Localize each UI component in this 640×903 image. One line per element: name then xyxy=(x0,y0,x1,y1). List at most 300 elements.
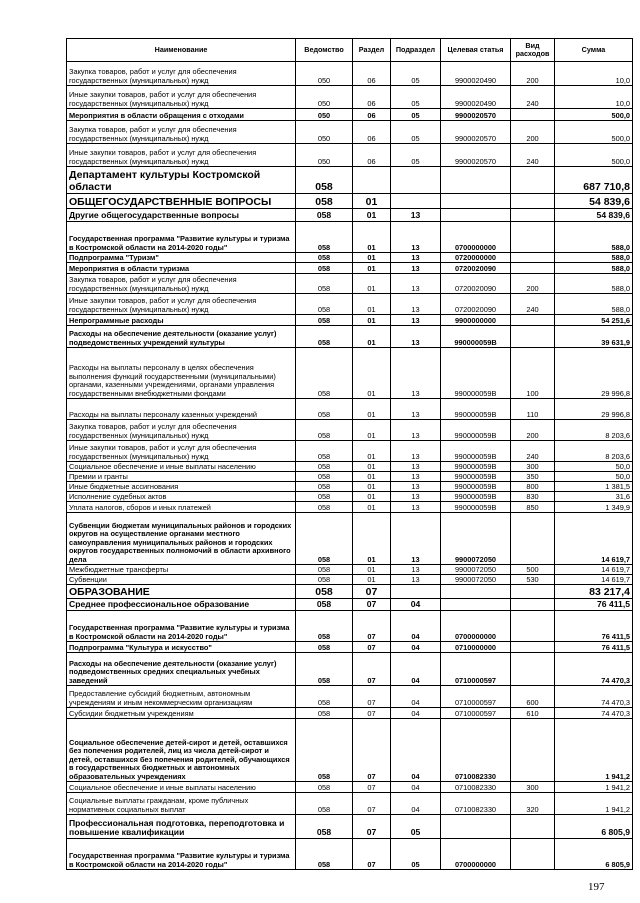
cell-section: 01 xyxy=(353,194,391,209)
cell-expense-type: 530 xyxy=(511,575,555,585)
cell-section: 01 xyxy=(353,263,391,274)
cell-subsection: 13 xyxy=(391,420,441,441)
cell-sum: 50,0 xyxy=(555,472,633,482)
table-row xyxy=(67,263,633,274)
cell-target-article: 9900020570 xyxy=(441,144,511,167)
cell-subsection: 13 xyxy=(391,315,441,326)
cell-department: 058 xyxy=(296,513,353,565)
cell-section: 07 xyxy=(353,839,391,870)
cell-name: Социальные выплаты гражданам, кроме публичных нормативных социальных выплат xyxy=(67,793,296,815)
table-row xyxy=(67,194,633,209)
cell-name: Закупка товаров, работ и услуг для обеспечения государственных (муниципальных) нужд xyxy=(67,62,296,86)
cell-name: Расходы на выплаты персоналу казенных учреждений xyxy=(67,399,296,420)
cell-section xyxy=(353,167,391,194)
cell-target-article: 0720020090 xyxy=(441,263,511,274)
cell-sum: 588,0 xyxy=(555,253,633,263)
cell-section: 07 xyxy=(353,585,391,599)
cell-sum: 6 805,9 xyxy=(555,815,633,839)
cell-department: 058 xyxy=(296,420,353,441)
cell-target-article: 0710000597 xyxy=(441,653,511,686)
cell-target-article: 990000059В xyxy=(441,441,511,462)
cell-department: 058 xyxy=(296,653,353,686)
cell-section: 01 xyxy=(353,441,391,462)
header-target-article: Целевая статья xyxy=(441,39,511,62)
cell-target-article: 9900072050 xyxy=(441,575,511,585)
cell-sum: 1 941,2 xyxy=(555,782,633,793)
table-row xyxy=(67,686,633,708)
cell-name: Социальное обеспечение детей-сирот и детей, оставшихся без попечения родителей, лиц из числа детей-сирот и детей, оставшихся без попечения родителей, обучающихся в государственных бюджетных и автономных образовательных учреждениях xyxy=(67,719,296,782)
cell-expense-type: 240 xyxy=(511,441,555,462)
table-row xyxy=(67,399,633,420)
cell-sum: 50,0 xyxy=(555,462,633,472)
cell-sum: 10,0 xyxy=(555,86,633,109)
cell-expense-type xyxy=(511,719,555,782)
cell-section: 01 xyxy=(353,565,391,575)
table-row xyxy=(67,642,633,653)
cell-sum: 1 381,5 xyxy=(555,482,633,492)
cell-section: 06 xyxy=(353,86,391,109)
cell-section: 01 xyxy=(353,575,391,585)
cell-subsection: 04 xyxy=(391,611,441,642)
table-row xyxy=(67,611,633,642)
cell-sum: 687 710,8 xyxy=(555,167,633,194)
cell-subsection: 04 xyxy=(391,782,441,793)
cell-subsection: 13 xyxy=(391,274,441,294)
cell-section: 01 xyxy=(353,399,391,420)
cell-department: 058 xyxy=(296,492,353,502)
cell-expense-type: 240 xyxy=(511,294,555,315)
cell-section: 01 xyxy=(353,222,391,253)
cell-expense-type: 110 xyxy=(511,399,555,420)
table-row xyxy=(67,315,633,326)
cell-name: Профессиональная подготовка, переподготовка и повышение квалификации xyxy=(67,815,296,839)
cell-name: Социальное обеспечение и иные выплаты населению xyxy=(67,782,296,793)
cell-expense-type: 500 xyxy=(511,565,555,575)
cell-target-article xyxy=(441,599,511,611)
cell-subsection: 04 xyxy=(391,686,441,708)
cell-name: Расходы на выплаты персоналу в целях обеспечения выполнения функций государственными (муниципальными) органами, казенными учреждениями, органами управления государственными внебюджетными фондами xyxy=(67,348,296,399)
cell-target-article: 9900072050 xyxy=(441,513,511,565)
cell-target-article: 0710000597 xyxy=(441,686,511,708)
cell-sum: 588,0 xyxy=(555,222,633,253)
cell-expense-type xyxy=(511,611,555,642)
cell-subsection: 05 xyxy=(391,121,441,144)
cell-target-article: 990000059В xyxy=(441,492,511,502)
cell-sum: 29 996,8 xyxy=(555,348,633,399)
cell-section: 01 xyxy=(353,482,391,492)
cell-sum: 588,0 xyxy=(555,263,633,274)
cell-name: Предоставление субсидий бюджетным, автономным учреждениям и иным некоммерческим организациям xyxy=(67,686,296,708)
cell-section: 07 xyxy=(353,653,391,686)
cell-sum: 74 470,3 xyxy=(555,686,633,708)
cell-sum: 10,0 xyxy=(555,62,633,86)
cell-sum: 83 217,4 xyxy=(555,585,633,599)
cell-department: 058 xyxy=(296,348,353,399)
cell-target-article: 9900020490 xyxy=(441,62,511,86)
cell-expense-type: 100 xyxy=(511,348,555,399)
cell-target-article xyxy=(441,815,511,839)
cell-expense-type: 800 xyxy=(511,482,555,492)
cell-expense-type xyxy=(511,326,555,348)
cell-sum: 500,0 xyxy=(555,109,633,121)
cell-section: 07 xyxy=(353,719,391,782)
cell-sum: 588,0 xyxy=(555,294,633,315)
cell-expense-type xyxy=(511,599,555,611)
cell-subsection: 13 xyxy=(391,253,441,263)
cell-name: Другие общегосударственные вопросы xyxy=(67,209,296,222)
cell-subsection: 13 xyxy=(391,482,441,492)
cell-department: 050 xyxy=(296,109,353,121)
cell-target-article: 0710082330 xyxy=(441,793,511,815)
cell-target-article: 9900020490 xyxy=(441,86,511,109)
cell-sum: 588,0 xyxy=(555,274,633,294)
cell-department: 058 xyxy=(296,708,353,719)
table-row xyxy=(67,793,633,815)
header-expense-type: Вид расходов xyxy=(511,39,555,62)
cell-sum: 54 839,6 xyxy=(555,194,633,209)
table-row xyxy=(67,420,633,441)
cell-subsection: 13 xyxy=(391,441,441,462)
cell-name: Закупка товаров, работ и услуг для обеспечения государственных (муниципальных) нужд xyxy=(67,274,296,294)
cell-sum: 29 996,8 xyxy=(555,399,633,420)
cell-section: 01 xyxy=(353,348,391,399)
cell-target-article: 990000059В xyxy=(441,472,511,482)
cell-name: Уплата налогов, сборов и иных платежей xyxy=(67,502,296,513)
cell-target-article: 9900000000 xyxy=(441,315,511,326)
cell-expense-type: 830 xyxy=(511,492,555,502)
cell-sum: 76 411,5 xyxy=(555,642,633,653)
cell-department: 058 xyxy=(296,686,353,708)
cell-name: Субвенции xyxy=(67,575,296,585)
cell-target-article: 9900072050 xyxy=(441,565,511,575)
cell-section: 06 xyxy=(353,121,391,144)
cell-expense-type xyxy=(511,585,555,599)
cell-expense-type: 600 xyxy=(511,686,555,708)
cell-name: Иные закупки товаров, работ и услуг для обеспечения государственных (муниципальных) нужд xyxy=(67,144,296,167)
cell-section: 07 xyxy=(353,782,391,793)
cell-target-article: 0700000000 xyxy=(441,611,511,642)
cell-name: Мероприятия в области туризма xyxy=(67,263,296,274)
cell-section: 01 xyxy=(353,492,391,502)
cell-subsection: 13 xyxy=(391,348,441,399)
cell-department: 050 xyxy=(296,121,353,144)
cell-department: 058 xyxy=(296,502,353,513)
cell-subsection: 13 xyxy=(391,209,441,222)
cell-target-article: 0720020090 xyxy=(441,274,511,294)
cell-sum: 14 619,7 xyxy=(555,575,633,585)
cell-expense-type xyxy=(511,222,555,253)
cell-section: 01 xyxy=(353,502,391,513)
cell-name: Расходы на обеспечение деятельности (оказание услуг) подведомственных средних специальных учебных заведений xyxy=(67,653,296,686)
table-row xyxy=(67,482,633,492)
cell-expense-type xyxy=(511,653,555,686)
cell-subsection: 13 xyxy=(391,294,441,315)
cell-section: 07 xyxy=(353,642,391,653)
cell-department: 058 xyxy=(296,253,353,263)
cell-subsection: 05 xyxy=(391,144,441,167)
cell-department: 058 xyxy=(296,642,353,653)
cell-subsection: 13 xyxy=(391,502,441,513)
cell-subsection xyxy=(391,194,441,209)
cell-section: 06 xyxy=(353,144,391,167)
table-row xyxy=(67,719,633,782)
cell-subsection: 13 xyxy=(391,399,441,420)
cell-section: 06 xyxy=(353,62,391,86)
cell-subsection: 05 xyxy=(391,815,441,839)
table-row xyxy=(67,121,633,144)
cell-name: Мероприятия в области обращения с отходами xyxy=(67,109,296,121)
cell-name: Закупка товаров, работ и услуг для обеспечения государственных (муниципальных) нужд xyxy=(67,121,296,144)
cell-sum: 8 203,6 xyxy=(555,441,633,462)
cell-target-article xyxy=(441,194,511,209)
cell-sum: 1 941,2 xyxy=(555,793,633,815)
cell-expense-type xyxy=(511,194,555,209)
cell-expense-type: 300 xyxy=(511,462,555,472)
cell-expense-type xyxy=(511,642,555,653)
cell-target-article: 0710082330 xyxy=(441,719,511,782)
cell-subsection: 04 xyxy=(391,642,441,653)
table-row xyxy=(67,326,633,348)
cell-section: 07 xyxy=(353,686,391,708)
cell-subsection: 04 xyxy=(391,708,441,719)
header-name: Наименование xyxy=(67,39,296,62)
cell-expense-type: 350 xyxy=(511,472,555,482)
cell-expense-type: 200 xyxy=(511,62,555,86)
cell-name: Иные бюджетные ассигнования xyxy=(67,482,296,492)
cell-sum: 1 349,9 xyxy=(555,502,633,513)
cell-subsection: 05 xyxy=(391,109,441,121)
table-row xyxy=(67,441,633,462)
cell-expense-type xyxy=(511,109,555,121)
table-row xyxy=(67,575,633,585)
cell-target-article: 9900020570 xyxy=(441,121,511,144)
cell-section: 01 xyxy=(353,326,391,348)
cell-expense-type: 850 xyxy=(511,502,555,513)
cell-sum: 76 411,5 xyxy=(555,611,633,642)
table-header-row xyxy=(67,39,633,62)
table-row xyxy=(67,462,633,472)
cell-name: Субвенции бюджетам муниципальных районов и городских округов на осуществление органами местного самоуправления муниципальных районов и городских округов государственных полномочий в области архивного дела xyxy=(67,513,296,565)
cell-sum: 54 839,6 xyxy=(555,209,633,222)
cell-sum: 6 805,9 xyxy=(555,839,633,870)
cell-section: 01 xyxy=(353,472,391,482)
cell-name: Подпрограмма "Культура и искусство" xyxy=(67,642,296,653)
cell-department: 058 xyxy=(296,263,353,274)
cell-section: 01 xyxy=(353,294,391,315)
table-row xyxy=(67,348,633,399)
cell-subsection: 04 xyxy=(391,599,441,611)
cell-name: Межбюджетные трансферты xyxy=(67,565,296,575)
cell-target-article: 0710000597 xyxy=(441,708,511,719)
cell-department: 058 xyxy=(296,462,353,472)
cell-subsection: 13 xyxy=(391,513,441,565)
cell-subsection: 04 xyxy=(391,653,441,686)
cell-expense-type xyxy=(511,839,555,870)
cell-department: 058 xyxy=(296,209,353,222)
cell-expense-type xyxy=(511,253,555,263)
cell-section: 01 xyxy=(353,274,391,294)
cell-target-article: 0700000000 xyxy=(441,222,511,253)
cell-name: ОБЩЕГОСУДАРСТВЕННЫЕ ВОПРОСЫ xyxy=(67,194,296,209)
header-sum: Сумма xyxy=(555,39,633,62)
budget-table xyxy=(66,38,633,870)
cell-target-article: 990000059В xyxy=(441,326,511,348)
cell-subsection xyxy=(391,585,441,599)
cell-target-article: 9900020570 xyxy=(441,109,511,121)
table-row xyxy=(67,62,633,86)
table-row xyxy=(67,86,633,109)
table-row xyxy=(67,599,633,611)
cell-subsection: 13 xyxy=(391,472,441,482)
table-row xyxy=(67,144,633,167)
cell-target-article: 990000059В xyxy=(441,420,511,441)
cell-target-article: 990000059В xyxy=(441,482,511,492)
table-row xyxy=(67,585,633,599)
cell-name: Государственная программа "Развитие культуры и туризма в Костромской области на 2014-2020 годы" xyxy=(67,222,296,253)
cell-section: 01 xyxy=(353,513,391,565)
cell-section: 06 xyxy=(353,109,391,121)
page-number: 197 xyxy=(588,881,605,893)
cell-target-article xyxy=(441,167,511,194)
cell-department: 058 xyxy=(296,815,353,839)
table-row xyxy=(67,565,633,575)
cell-target-article: 0710000000 xyxy=(441,642,511,653)
table-row xyxy=(67,653,633,686)
cell-sum: 1 941,2 xyxy=(555,719,633,782)
table-row xyxy=(67,209,633,222)
cell-expense-type: 240 xyxy=(511,86,555,109)
cell-sum: 14 619,7 xyxy=(555,565,633,575)
cell-sum: 500,0 xyxy=(555,144,633,167)
cell-target-article: 990000059В xyxy=(441,502,511,513)
cell-name: Исполнение судебных актов xyxy=(67,492,296,502)
cell-subsection: 13 xyxy=(391,263,441,274)
cell-target-article: 0700000000 xyxy=(441,839,511,870)
cell-target-article: 0710082330 xyxy=(441,782,511,793)
cell-sum: 8 203,6 xyxy=(555,420,633,441)
cell-expense-type: 200 xyxy=(511,420,555,441)
cell-department: 058 xyxy=(296,222,353,253)
cell-name: Премии и гранты xyxy=(67,472,296,482)
table-row xyxy=(67,294,633,315)
cell-name: ОБРАЗОВАНИЕ xyxy=(67,585,296,599)
cell-subsection: 13 xyxy=(391,462,441,472)
cell-target-article: 990000059В xyxy=(441,462,511,472)
cell-sum: 500,0 xyxy=(555,121,633,144)
cell-name: Социальное обеспечение и иные выплаты населению xyxy=(67,462,296,472)
cell-sum: 31,6 xyxy=(555,492,633,502)
cell-department: 050 xyxy=(296,144,353,167)
header-section: Раздел xyxy=(353,39,391,62)
cell-department: 058 xyxy=(296,441,353,462)
header-subsection: Подраздел xyxy=(391,39,441,62)
cell-expense-type xyxy=(511,315,555,326)
cell-expense-type: 300 xyxy=(511,782,555,793)
cell-name: Подпрограмма "Туризм" xyxy=(67,253,296,263)
cell-sum: 14 619,7 xyxy=(555,513,633,565)
cell-department: 058 xyxy=(296,472,353,482)
cell-department: 058 xyxy=(296,585,353,599)
cell-section: 01 xyxy=(353,315,391,326)
cell-expense-type: 320 xyxy=(511,793,555,815)
cell-expense-type xyxy=(511,167,555,194)
cell-department: 058 xyxy=(296,194,353,209)
cell-subsection: 04 xyxy=(391,719,441,782)
cell-name: Государственная программа "Развитие культуры и туризма в Костромской области на 2014-2020 годы" xyxy=(67,611,296,642)
cell-target-article: 0720020090 xyxy=(441,294,511,315)
cell-name: Государственная программа "Развитие культуры и туризма в Костромской области на 2014-2020 годы" xyxy=(67,839,296,870)
cell-sum: 54 251,6 xyxy=(555,315,633,326)
cell-section: 01 xyxy=(353,209,391,222)
table-row xyxy=(67,492,633,502)
cell-department: 058 xyxy=(296,839,353,870)
cell-department: 050 xyxy=(296,86,353,109)
cell-department: 058 xyxy=(296,565,353,575)
cell-sum: 74 470,3 xyxy=(555,653,633,686)
cell-department: 058 xyxy=(296,599,353,611)
cell-expense-type xyxy=(511,815,555,839)
cell-department: 058 xyxy=(296,719,353,782)
cell-name: Иные закупки товаров, работ и услуг для обеспечения государственных (муниципальных) нужд xyxy=(67,86,296,109)
table-row xyxy=(67,222,633,253)
cell-name: Закупка товаров, работ и услуг для обеспечения государственных (муниципальных) нужд xyxy=(67,420,296,441)
table-row xyxy=(67,782,633,793)
cell-subsection xyxy=(391,167,441,194)
cell-sum: 39 631,9 xyxy=(555,326,633,348)
cell-subsection: 05 xyxy=(391,86,441,109)
cell-section: 07 xyxy=(353,815,391,839)
cell-department: 058 xyxy=(296,482,353,492)
table-row xyxy=(67,815,633,839)
cell-expense-type: 240 xyxy=(511,144,555,167)
cell-subsection: 13 xyxy=(391,222,441,253)
cell-department: 058 xyxy=(296,399,353,420)
cell-expense-type xyxy=(511,513,555,565)
cell-section: 07 xyxy=(353,611,391,642)
cell-department: 050 xyxy=(296,62,353,86)
cell-expense-type xyxy=(511,209,555,222)
cell-department: 058 xyxy=(296,611,353,642)
cell-target-article xyxy=(441,209,511,222)
cell-sum: 76 411,5 xyxy=(555,599,633,611)
table-row xyxy=(67,167,633,194)
cell-section: 07 xyxy=(353,708,391,719)
cell-target-article: 990000059В xyxy=(441,399,511,420)
budget-table-page xyxy=(66,38,632,870)
table-row xyxy=(67,472,633,482)
cell-name: Иные закупки товаров, работ и услуг для обеспечения государственных (муниципальных) нужд xyxy=(67,294,296,315)
cell-section: 01 xyxy=(353,253,391,263)
cell-subsection: 13 xyxy=(391,492,441,502)
cell-subsection: 04 xyxy=(391,793,441,815)
cell-subsection: 13 xyxy=(391,575,441,585)
cell-name: Расходы на обеспечение деятельности (оказание услуг) подведомственных учреждений культуры xyxy=(67,326,296,348)
cell-name: Непрограммные расходы xyxy=(67,315,296,326)
table-row xyxy=(67,513,633,565)
cell-subsection: 13 xyxy=(391,565,441,575)
table-row xyxy=(67,502,633,513)
cell-department: 058 xyxy=(296,575,353,585)
cell-expense-type xyxy=(511,263,555,274)
cell-name: Субсидии бюджетным учреждениям xyxy=(67,708,296,719)
cell-section: 01 xyxy=(353,462,391,472)
cell-department: 058 xyxy=(296,326,353,348)
cell-name: Иные закупки товаров, работ и услуг для обеспечения государственных (муниципальных) нужд xyxy=(67,441,296,462)
cell-department: 058 xyxy=(296,782,353,793)
cell-department: 058 xyxy=(296,294,353,315)
cell-subsection: 05 xyxy=(391,62,441,86)
table-row xyxy=(67,109,633,121)
